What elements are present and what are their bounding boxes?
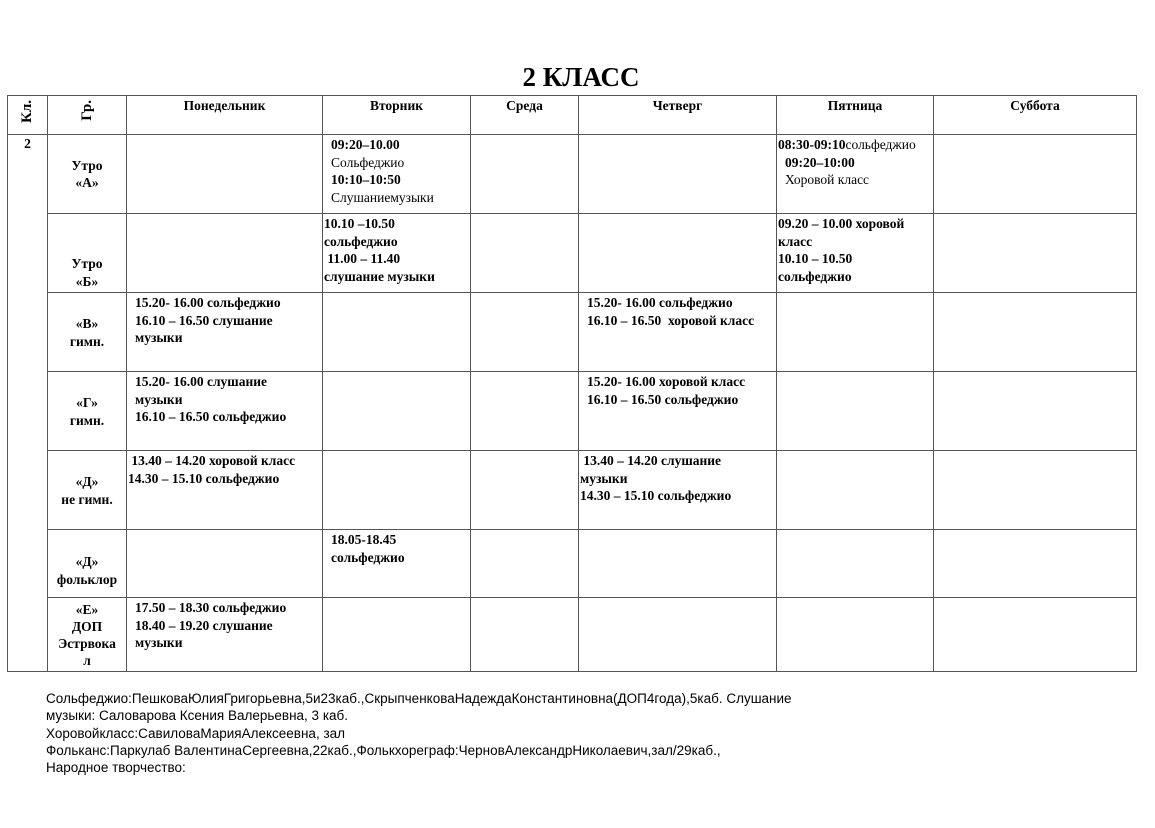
group-label-line: «Б» xyxy=(75,273,99,289)
lesson-line: 14.30 – 15.10 сольфеджио xyxy=(580,488,732,503)
lesson-line: 09:20–10:00 xyxy=(785,154,855,170)
cell-g-wed xyxy=(471,372,579,451)
cell-g-fri xyxy=(777,372,934,451)
group-label-line: Утро xyxy=(71,256,103,271)
cell-df-thu xyxy=(579,530,777,598)
cell-b-tue xyxy=(323,214,471,293)
lesson-line: Слушаниемузыки xyxy=(331,189,434,205)
cell-b-wed xyxy=(471,214,579,293)
group-label-line: гимн. xyxy=(69,333,105,349)
lesson-line: 16.10 – 16.50 сольфеджио xyxy=(135,409,287,424)
header-row xyxy=(8,96,1137,135)
group-label-line: «Д» xyxy=(75,474,99,489)
lesson-line: 14.30 – 15.10 сольфеджио xyxy=(128,470,280,486)
lesson-line: музыки xyxy=(580,470,628,486)
cell-e-wed xyxy=(471,598,579,672)
lesson-line xyxy=(777,136,933,154)
row-utro-b xyxy=(8,214,1137,293)
cell-d-thu xyxy=(579,451,777,530)
header-class-col xyxy=(8,96,48,135)
lesson-line: сольфеджио xyxy=(324,233,398,249)
header-kl-label: Кл. xyxy=(19,100,35,124)
lesson-line: 10.10 – 10.50 xyxy=(778,251,853,266)
cell-df-fri xyxy=(777,530,934,598)
group-utro-a xyxy=(48,135,127,214)
lesson-line: 15.20- 16.00 хоровой класс xyxy=(587,374,746,389)
cell-v-tue xyxy=(323,293,471,372)
cell-e-mon xyxy=(127,598,323,672)
cell-a-thu xyxy=(579,135,777,214)
row-d-folklor xyxy=(8,530,1137,598)
group-e-dop xyxy=(48,598,127,672)
cell-df-tue xyxy=(323,530,471,598)
class-number: 2 xyxy=(8,135,48,672)
header-group-col xyxy=(48,96,127,135)
cell-df-wed xyxy=(471,530,579,598)
lesson-line: 15.20- 16.00 сольфеджио xyxy=(135,295,281,310)
cell-b-fri xyxy=(777,214,934,293)
header-gr-label: Гр. xyxy=(78,100,95,121)
header-friday: Пятница xyxy=(777,96,934,135)
cell-g-sat xyxy=(934,372,1137,451)
lesson-line: 13.40 – 14.20 слушание xyxy=(580,453,722,468)
footer-line: Сольфеджио:ПешковаЮлияГригорьевна,5и23каб.,СкрыпченковаНадеждаКонстантиновна(ДОП4года),5каб. Слушание xyxy=(46,691,792,706)
group-label-line: «В» xyxy=(75,316,99,331)
cell-df-mon xyxy=(127,530,323,598)
group-label-line: гимн. xyxy=(69,412,105,428)
cell-d-sat xyxy=(934,451,1137,530)
group-label-line: не гимн. xyxy=(61,491,113,507)
group-label-line: фольклор xyxy=(56,571,118,587)
cell-a-sat xyxy=(934,135,1137,214)
header-monday: Понедельник xyxy=(127,96,323,135)
row-v-gimn xyxy=(8,293,1137,372)
cell-v-fri xyxy=(777,293,934,372)
row-g-gimn xyxy=(8,372,1137,451)
lesson-line: 15.20- 16.00 сольфеджио xyxy=(587,295,733,310)
lesson-line: 18.05-18.45 xyxy=(331,532,397,547)
row-d-ne-gimn xyxy=(8,451,1137,530)
lesson-line: 16.10 – 16.50 хоровой класс xyxy=(587,312,755,328)
page-title: 2 КЛАСС xyxy=(522,62,640,92)
cell-v-sat xyxy=(934,293,1137,372)
cell-d-tue xyxy=(323,451,471,530)
cell-b-sat xyxy=(934,214,1137,293)
cell-g-thu xyxy=(579,372,777,451)
cell-d-fri xyxy=(777,451,934,530)
header-saturday: Суббота xyxy=(934,96,1137,135)
cell-a-tue xyxy=(323,135,471,214)
lesson-line: 09:20–10.00 xyxy=(331,137,400,152)
cell-e-fri xyxy=(777,598,934,672)
lesson-line: сольфеджио xyxy=(778,268,852,284)
lesson-line: Сольфеджио xyxy=(331,154,405,170)
cell-g-tue xyxy=(323,372,471,451)
group-label-line: «Д» xyxy=(75,554,99,569)
footer-line: музыки: Саловарова Ксения Валерьевна, 3 каб. xyxy=(46,708,349,724)
lesson-line: музыки xyxy=(135,635,183,650)
row-e-dop xyxy=(8,598,1137,672)
cell-b-thu xyxy=(579,214,777,293)
group-label-line: «Е» xyxy=(75,602,99,617)
group-label-line: л xyxy=(83,653,91,668)
cell-d-wed xyxy=(471,451,579,530)
cell-v-wed xyxy=(471,293,579,372)
group-d-ne-gimn xyxy=(48,451,127,530)
header-wednesday: Среда xyxy=(471,96,579,135)
cell-e-tue xyxy=(323,598,471,672)
lesson-line: 11.00 – 11.40 xyxy=(324,251,401,266)
cell-b-mon xyxy=(127,214,323,293)
lesson-line: 09.20 – 10.00 хоровой xyxy=(778,216,905,231)
lesson-line: музыки xyxy=(135,391,183,407)
group-g-gimn xyxy=(48,372,127,451)
group-label-line: ДОП xyxy=(71,619,103,634)
lesson-line: 16.10 – 16.50 сольфеджио xyxy=(587,391,739,407)
lesson-subject: сольфеджио xyxy=(845,137,916,152)
lesson-line: 10.10 –10.50 xyxy=(324,216,395,231)
cell-e-thu xyxy=(579,598,777,672)
footer-line: Народное творчество: xyxy=(46,760,186,776)
group-label-line: «Г» xyxy=(76,395,98,410)
group-d-folklor xyxy=(48,530,127,598)
lesson-line: 17.50 – 18.30 сольфеджио xyxy=(135,600,287,615)
lesson-line: 15.20- 16.00 слушание xyxy=(135,374,268,389)
group-label-line: «А» xyxy=(75,175,99,190)
group-utro-b xyxy=(48,214,127,293)
cell-d-mon xyxy=(127,451,323,530)
footer-line: Фольканс:Паркулаб ВалентинаСергеевна,22каб.,Фолькхореграф:ЧерновАлександрНиколаевич,зал/29каб., xyxy=(46,742,721,758)
lesson-line: 18.40 – 19.20 слушание xyxy=(135,617,273,633)
group-v-gimn xyxy=(48,293,127,372)
cell-g-mon xyxy=(127,372,323,451)
lesson-line: класс xyxy=(778,233,813,249)
cell-e-sat xyxy=(934,598,1137,672)
row-utro-a xyxy=(8,135,1137,214)
cell-v-mon xyxy=(127,293,323,372)
lesson-line: музыки xyxy=(135,330,183,345)
lesson-line: Хоровой класс xyxy=(785,172,870,187)
cell-df-sat xyxy=(934,530,1137,598)
lesson-time: 08:30-09:10 xyxy=(778,137,846,152)
schedule-table xyxy=(7,95,1137,672)
lesson-line: слушание музыки xyxy=(324,268,435,284)
lesson-line: 10:10–10:50 xyxy=(331,172,401,187)
footer-line: Хоровойкласс:СавиловаМарияАлексеевна, зал xyxy=(46,725,346,741)
lesson-line: 16.10 – 16.50 слушание xyxy=(135,312,273,328)
header-tuesday: Вторник xyxy=(323,96,471,135)
lesson-line: сольфеджио xyxy=(331,549,405,565)
cell-a-wed xyxy=(471,135,579,214)
header-thursday: Четверг xyxy=(579,96,777,135)
group-label-line: Утро xyxy=(71,157,103,173)
lesson-line: 13.40 – 14.20 хоровой класс xyxy=(128,453,296,468)
group-label-line: Эстрвока xyxy=(58,636,116,651)
teachers-footer xyxy=(46,690,792,776)
cell-v-thu xyxy=(579,293,777,372)
cell-a-fri xyxy=(777,135,934,214)
cell-a-mon xyxy=(127,135,323,214)
